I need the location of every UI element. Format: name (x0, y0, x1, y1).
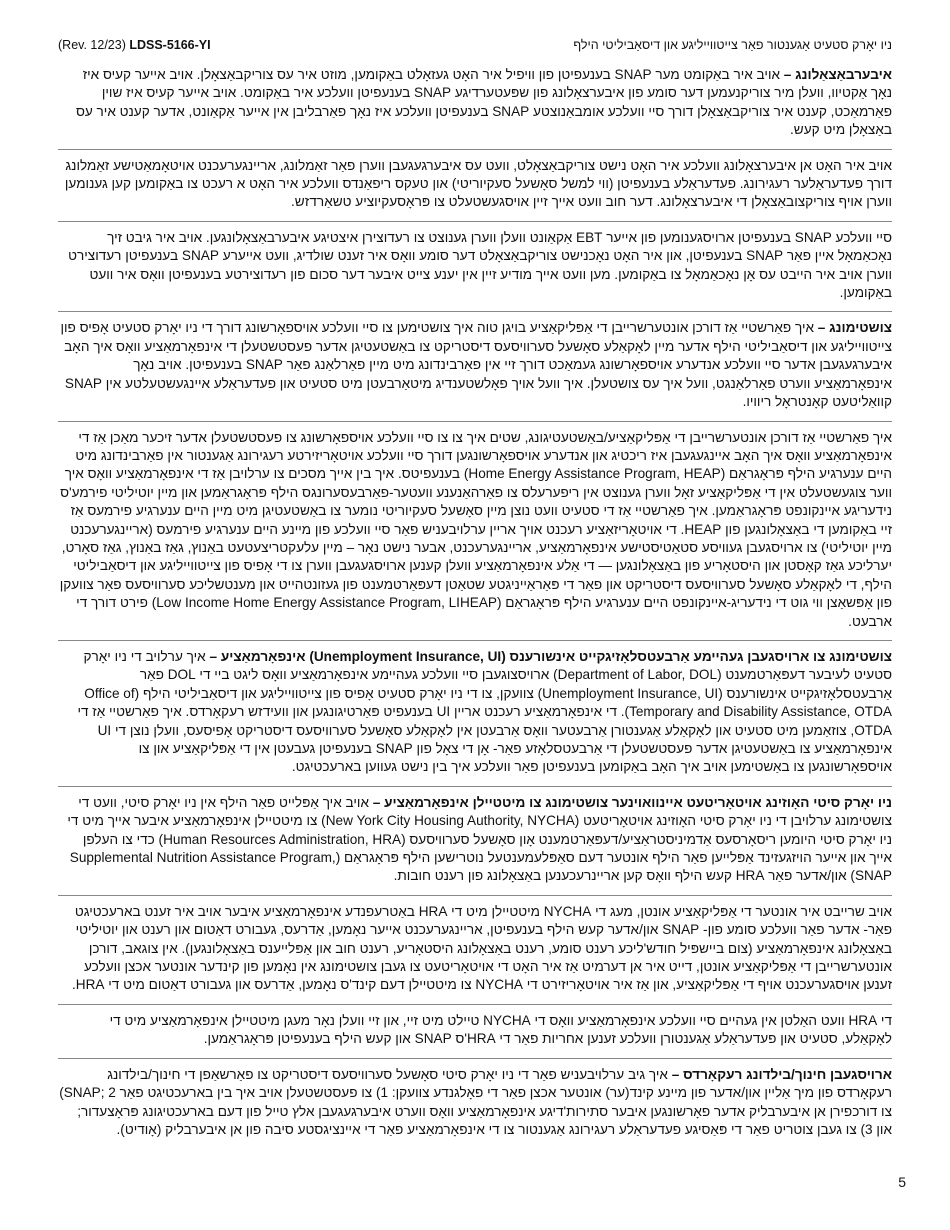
paragraph-text: איך גיב ערלויבעניש פאַר די ניו יאָרק סיטי סאָשעל סערוויסעס דיסטריקט צו פאַרשאַפן די חינוך/בילדונג רעקאָרדס פון מיך אַליין און/אדער פון מיינע קינד(ער) אונטער אכצן פאַר די פאָלגנדע צוועקן: 1) צו פעסטשטעלן אויב איך בין בארעכטיגט פאַר SNAP; 2) צו דורכפירן אן איבערבליק אדער פאָרשונגען איבער סתירות'דיגע אינפאָרמאַציע וואָס ווערט איבערגעגעבן אלץ טייל פון דעם בארעכטיגונג פּראָצעדור; און 3) צו געבן צוטריט פאַר די פּאַסיגע פעדעראַלע רעגירונג אַגענטור צו די אינפאָרמאַציע פאַר די איינציגסטע סיבה פון אן איבערבליק (אָודיט). (59, 1066, 892, 1137)
paragraph-text: איך פאַרשטיי אַז דורכן אונטערשרייבן די אַפּליקאַציע/באַשטעטיגונג, שטים איך צו צו סיי וועלכע אויספאָרשונג צו פעסטשטעלן אדער זיכער מאַכן אַז די אינפאָרמאַציע וואָס איך האָב איינגעגעבן איז ריכטיג און אנדערע אויספאָרשונגען דורך סיי וועלכע אויטאָריזירטע רעגירונג אַגענטור אין פאַרבינדונג מיט היים ענערגיע הילף פּראָגראַם (Home Energy Assistance Program, HEAP) בענעפיטס. איך בין אייך מסכים צו ערלויבן אַז די אינפאָרמאַציע וואָס איך ווער צוגעשטעלט אין די אַפּליקאַציע זאָל ווערן גענוצט אין ריפערעלס צו פאַרהאַנענע וועטער-פאַרבעסערונגס הילף פּראָגראַמען און מיין יוטיליטי פירמע'ס נידעריגע איינקונפט פּראָגראַמען. איך פאַרשטיי אַז די סטעיט וועט נוצן מיין סאָשעל סעקיוריטי נומער צו באַשטעטיגן מיט מיין היים ענערגיע פירמעס אַז זיי באַקומען די באַצאָלונגען פון HEAP. די אויטאָריזאַציע רעכנט אויך אריין ערלויבעניש פאַר סיי וועלכע פון מיינע היים ענערגיע פירמעס (אריינגערעכנט מיין יוטיליטי) צו ארויסגעבן געוויסע סטאַטיסטישע אינפאָרמאַציע, אריינגערעכנט, אבער נישט נאָר – מיין עלעקטריצעטעט באַנוץ, גאַז באַנוץ, גאַז סאָרט, יערליכע גאַז קאָסטן און היסטאָריע פון באַצאָלונגען — די אַלע אינפאָרמאַציע וועלן קענען ארויסגעגעבן ווערן צו די אָפיס פון צייטווייליגע און דיסאַביליטי הילף, די לאָקאַלע סאָשעל סערוויסעס דיסטריקט און פאַר די פּאַראַייניגטע שטאַטן דעפּאַרטמענט פון געזונטהייט און מענטשליכע סערוויסעס פאַר צוועקן פון אָפּשאַצן ווי גוט די נידעריג-איינקונפט היים ענערגיע הילף פּראָגראַם (Low Income Home Energy Assistance Program, LIHEAP) פירט דורך די ארבעט. (59, 429, 892, 629)
paragraph-overpayment (58, 66, 892, 140)
paragraph-text: אויב שרייבט איר אונטער די אַפּליקאַציע אונטן, מעג די NYCHA מיטטיילן מיט די HRA באַטרעפנדע אינפאָרמאַציע איבער אויב איר זענט בארעכטיגט פאַר- אדער פאַר וועלכע סומע פון- SNAP און/אדער קעש הילף בענעפיטן, אריינגערעכנט אייער נאָמען, אַדרעס, געבורט דאַטום און רענט און יוטיליטי באַצאָלונג אינפאָרמאַציע (צום ביישפּיל חודש'ליכע רענט סומע, רענט באַצאָלונג היסטאָריע, רענט חוב און אַפּלייענס באַצאָלונגען). אין צוגאב, דורכן אונטערשרייבן די אַפּליקאַציע אונטן, דייט איר אן דערמיט אַז איר האָט די אויטאָריטעט צו געבן צושטימונג אין נאָמען פון קינדער אונטער אכצן וועלכע זענען אויסגערעכנט אויף די אַפּליקאַציע, און אַז איר אויטאָריזירט די NYCHA צו מיטטיילן דעם קינד'ס נאָמען, אַדרעס און געבורט דאַטום מיט די HRA. (71, 903, 892, 993)
paragraph-education-records (58, 1066, 892, 1140)
section-heading-overpayment: איבערבאַצאַלונג – (783, 67, 892, 82)
section-divider (58, 640, 892, 641)
paragraph-ui-consent (58, 648, 892, 777)
paragraph-collection (58, 157, 892, 212)
paragraph-consent (58, 319, 892, 411)
section-divider (58, 786, 892, 787)
form-code: LDSS-5166-YI (129, 38, 211, 52)
page-header (58, 38, 892, 58)
paragraph-text: אויב איר האָט אן איבערצאָלונג וועלכע איר האָט נישט צוריקבאַצאָלט, וועט עס איבערגעגעבן ווערן פאַר זאַמלונג, אריינגערעכנט אויטאָמאַטישע זאַמלונג דורך פעדעראַלער רעגירונג. פעדעראַלע בענעפיטן (ווי למשל סאָשעל סעקיוריטי) און טעקס ריפאַנדס וועלכע איר האָט א רעכט צו באַקומען קען גענומען ווערן אויף צוריקצובאַצאָלן די איבערצאָלונג. דער חוב וועט אייך זיין אויסגעשטעלט צו פּראָסעקיוציע טשאַרדזש. (64, 157, 892, 210)
paragraph-hra-confidential (58, 1012, 892, 1049)
agency-title: ניו יאָרק סטעיט אַגענטור פאַר צייטווייליגע און דיסאַביליטי הילף (573, 38, 892, 52)
section-divider (58, 149, 892, 150)
paragraph-ebt-reduction (58, 229, 892, 303)
paragraph-text: איך פאַרשטיי אַז דורכן אונטערשרייבן די אַפּליקאַציע בויגן טוה איך צושטימען צו סיי וועלכע אויספאָרשונג דורך די ניו יאָרק סטעיט אָפיס פון צייטווייליגע און דיסאַביליטי הילף אדער מיין לאָקאַלע סאָשעל סערוויסעס דיסטריקט צו באַשטעטיגן אדער פעסטשטעלן די אינפאָרמאַציע וואָס איך האָב איבערגעגעבן אדער סיי וועלכע אנדערע אויספאָרשונג געמאַכט דורך זיי אין פאַרבינדונג מיט מיין פאַרלאַנג פאַר SNAP בענעפיטן. אויב נאָך אינפאָרמאַציע ווערט פאַרלאַנגט, וועל איך עס צושטעלן. איך וועל אויך פאָלשטענדיג מיטאַרבעטן מיט סטעיט און פעדעראַלע איינגעשטעלטע אין SNAP קוואַליטעט קאָנטראָל ריוויו. (60, 320, 892, 410)
paragraph-nycha-sharing (58, 903, 892, 995)
form-identifier (58, 38, 211, 52)
document-body (58, 66, 892, 1148)
paragraph-heap (58, 429, 892, 631)
section-divider (58, 311, 892, 312)
paragraph-text: סיי וועלכע SNAP בענעפיטן ארויסגענומען פון אייער EBT אַקאַונט וועלן ווערן גענוצט צו רעדוצירן איצטיגע איבערבאַצאָלונגען. אויב איר גיבט זיך נאָכאַמאָל איין פאַר SNAP בענעפיטן, און איר האָט נאָכנישט צוריקבאַצאָלט דער סומע וואָס איר זענט שולדיג, וועט אייערע SNAP בענעפיטן רעדוצירט ווערן אויב איר הייבט עס אָן נאָכאַמאָל צו באַקומען. מען וועט אייך מודיע זיין אין יענע צייט איבער דער סכום פון רעדוצירטע בענעפיטן וואָס איר וועט באַקומען. (68, 229, 892, 301)
paragraph-text: די HRA וועט האַלטן אין געהיים סיי וועלכע אינפאָרמאַציע וואָס די NYCHA טיילט מיט זיי, און זיי וועלן נאָר מעגן מיטטיילן אינפאָרמאַציע מיט די לאָקאַלע, סטעיט און פעדעראַלע אַגענטורן וועלכע זענען אחריות פאַר די HRA'ס SNAP און קעש הילף בענעפיטן פּראָגראַמען. (109, 1012, 892, 1047)
section-heading-consent: צושטימונג – (817, 320, 892, 336)
section-divider (58, 895, 892, 896)
paragraph-text: אויב איך אַפּלייט פאַר הילף אין ניו יאָרק סיטי, וועט די צושטימונג ערלויבן די ניו יאָרק סיטי האָוזינג אויטאָריטעט (New York City Housing Authority, NYCHA) צו מיטטיילן אינפאָרמאַציע איבער אייך מיט די ניו יאָרק סיטי היומען ריסאָרסעס אַדמיניסטראַציע/דעפּאַרטמענט אָון סאָשעל סערוויסעס (Human Resources Administration, HRA) כדי צו העלפן אייך און אייער הויזגעזינד אַפּלייען פאַר הילף אונטער דעם סאַפּלעמענטעל נוטרישען הילף פּראָגראַם (Supplemental Nutrition Assistance Program, SNAP) און/אדער פאַר HRA קעש הילף וואָס קען אריינרעכענען באַצאָלונג פון רענט חובות. (67, 794, 892, 884)
section-divider (58, 1058, 892, 1059)
revision-date: (Rev. 12/23) (58, 38, 130, 52)
page-number: 5 (898, 1174, 906, 1190)
section-heading-education: ארויסגעבן חינוך/בילדונג רעקאָרדס – (671, 1066, 892, 1082)
section-divider (58, 221, 892, 222)
section-divider (58, 421, 892, 422)
section-divider (58, 1004, 892, 1005)
section-heading-ui-consent: צושטימונג צו ארויסגעבן געהיימע אַרבעטסלאָזיגקייט אינשורענס (Unemployment Insurance, UI) אינפאָרמאַציע – (209, 648, 892, 664)
paragraph-nycha-consent (58, 794, 892, 886)
paragraph-text: איך ערלויב די ניו יאָרק סטעיט לעיבער דעפּאַרטמענט (Department of Labor, DOL) ארויסצוגעבן סיי וועלכע געהיימע אינפאָרמאַציע וואָס ליגט ביי די DOL פאַר אַרבעטסלאָזיגקייט אינשורענס (Unemployment Insurance, UI) צוועקן, צו די ניו יאָרק סטעיט אָפיס פון צייטווייליגע און דיסאַביליטי הילף (Office of Temporary and Disability Assistance, OTDA). די אינפאָרמאַציע רעכנט אריין UI בענעפיט פּאַרטיגונגען און וועידזש רעקאָרדס. איך פאַרשטיי אַז די OTDA, צוזאַמען מיט סטעיט און לאָקאַלע אַגענטורן אַרבעטער וואָס אַרבעטן אין לאָקאַלע סאָשעל סערוויסעס דיסטריקט אָפיסעס, וועלן נוצן די UI אינפאָרמאַציע צו באַשטעטיגן אדער פעסטשטעלן די אַרבעטסלאָזע פאַר- אָן די צאָל פון SNAP בענעפיטן געבעטן אין די אַפּליקאַציע און צו אויספאָרשונגען צו באַשטימען אויב איך האָב באַקומען בענעפיטן פאַר וועלכע איך בין נישט געווען בארעכטיגט. (77, 648, 892, 775)
paragraph-text: אויב איר באַקומט מער SNAP בענעפיטן פון וויפיל איר האָט געזאָלט באַקומען, מוזט איר עס צוריקבאַצאָלן. אויב אייער קעיס איז נאָך אַקטיוו, וועלן מיר צוריקנעמען דער סומע פון איבערצאָלונג פון שפּעטערדיגע SNAP בענעפיטן וועלכע איר באַקומט. אויב אייער קעיס איז שוין פאַרמאַכט, קענט איר צוריקבאַצאָלן דורך סיי וועלכע אומבאַנוצטע SNAP בענעפיטן וועלכע איז נאָך פאַרבליבן אין אייער אַקאַונט, אדער קענט איר עס באַצאָלן מיט קעש. (75, 67, 892, 138)
section-heading-nycha: ניו יאָרק סיטי האָוזינג אויטאָריטעט איינוואוינער צושטימונג צו מיטטיילן אינפאָרמאַציע – (372, 794, 892, 810)
